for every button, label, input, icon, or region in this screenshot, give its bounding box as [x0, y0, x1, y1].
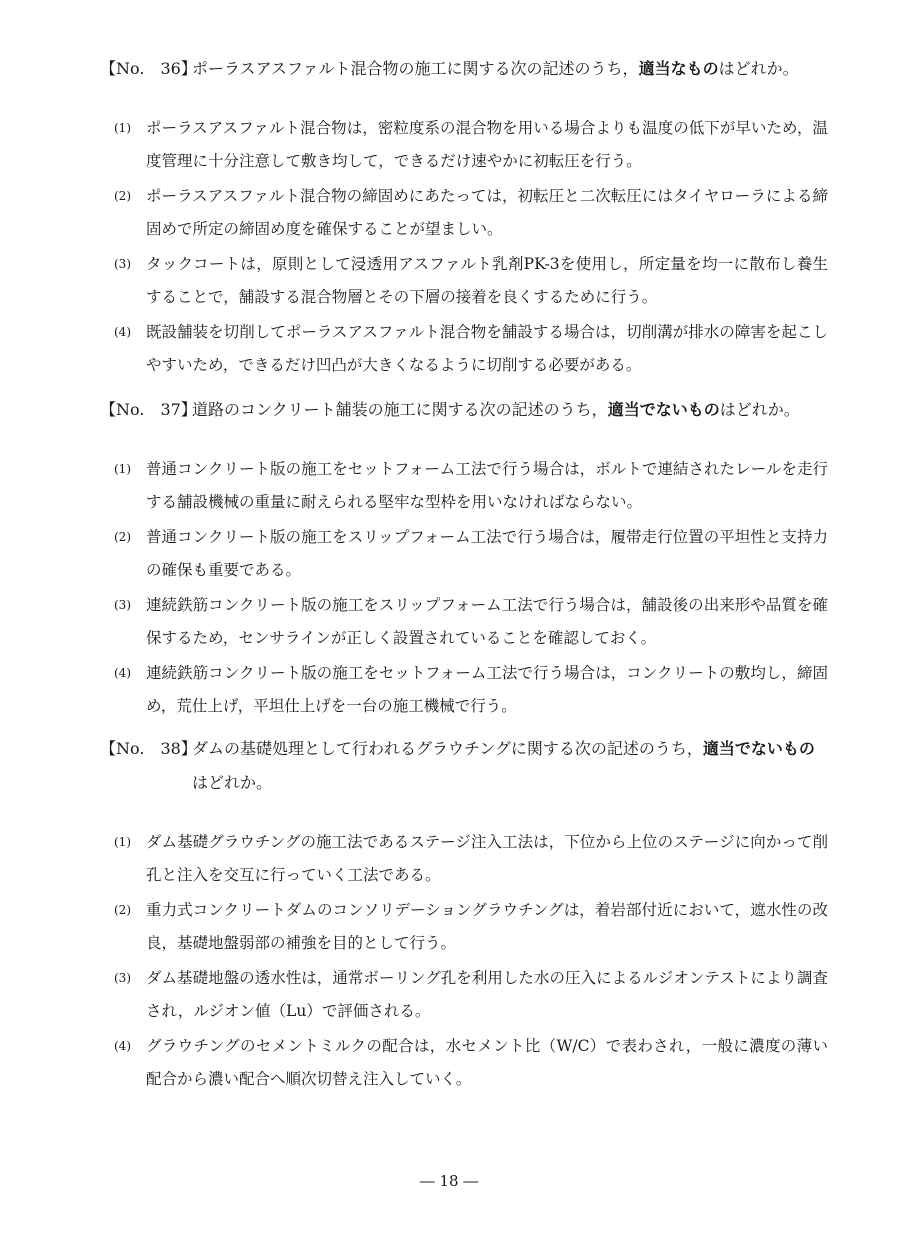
- option-4: [100, 1030, 828, 1096]
- options-list: [100, 826, 828, 1096]
- question-header: [100, 732, 828, 800]
- option-label: (2): [114, 189, 131, 203]
- option-text: 普通コンクリート版の施工をスリップフォーム工法で行う場合は，履帯走行位置の平坦性と支持力の確保も重要である。: [146, 528, 828, 579]
- question-header: [100, 52, 828, 86]
- option-4: [100, 657, 828, 723]
- question-stem: 道路のコンクリート舗装の施工に関する次の記述のうち，適当でないものはどれか。: [192, 400, 800, 419]
- question-number: 【No. 36】: [100, 59, 197, 78]
- question-number: 【No. 38】: [100, 739, 197, 758]
- option-label: (3): [114, 257, 131, 271]
- question-37: [100, 393, 828, 725]
- option-text: ダム基礎地盤の透水性は，通常ボーリング孔を利用した水の圧入によるルジオンテストにより調査され，ルジオン値（Lu）で評価される。: [146, 969, 828, 1020]
- option-2: [100, 180, 828, 246]
- option-1: [100, 112, 828, 178]
- option-label: (4): [114, 325, 131, 339]
- option-text: 既設舗装を切削してポーラスアスファルト混合物を舗設する場合は，切削溝が排水の障害を起こしやすいため，できるだけ凹凸が大きくなるように切削する必要がある。: [146, 323, 828, 374]
- option-text: ダム基礎グラウチングの施工法であるステージ注入工法は，下位から上位のステージに向かって削孔と注入を交互に行っていく工法である。: [146, 833, 828, 884]
- option-text: タックコートは，原則として浸透用アスファルト乳剤PK-3を使用し，所定量を均一に散布し養生することで，舗設する混合物層とその下層の接着を良くするために行う。: [146, 255, 828, 306]
- option-label: (2): [114, 530, 131, 544]
- page-number: ― 18 ―: [419, 1172, 479, 1190]
- stem-emphasis: 適当でないもの: [702, 739, 815, 758]
- option-label: (2): [114, 903, 131, 917]
- option-label: (4): [114, 1039, 131, 1053]
- option-label: (3): [114, 598, 131, 612]
- option-2: [100, 521, 828, 587]
- option-text: 普通コンクリート版の施工をセットフォーム工法で行う場合は，ボルトで連結されたレールを走行する舗設機械の重量に耐えられる堅牢な型枠を用いなければならない。: [146, 460, 828, 511]
- question-36: [100, 52, 828, 384]
- option-3: [100, 248, 828, 314]
- stem-emphasis: 適当でないもの: [607, 400, 720, 419]
- options-list: [100, 112, 828, 382]
- question-number: 【No. 37】: [100, 400, 197, 419]
- option-label: (1): [114, 121, 131, 135]
- option-label: (3): [114, 971, 131, 985]
- question-38: [100, 732, 828, 1098]
- option-text: 連続鉄筋コンクリート版の施工をセットフォーム工法で行う場合は，コンクリートの敷均し，締固め，荒仕上げ，平坦仕上げを一台の施工機械で行う。: [146, 664, 828, 715]
- option-label: (1): [114, 462, 131, 476]
- stem-emphasis: 適当なもの: [638, 59, 719, 78]
- option-label: (4): [114, 666, 131, 680]
- question-stem: ダムの基礎処理として行われるグラウチングに関する次の記述のうち，適当でないものはどれか。: [192, 739, 815, 792]
- option-3: [100, 962, 828, 1028]
- option-text: ポーラスアスファルト混合物は，密粒度系の混合物を用いる場合よりも温度の低下が早いため，温度管理に十分注意して敷き均して，できるだけ速やかに初転圧を行う。: [146, 119, 828, 170]
- option-4: [100, 316, 828, 382]
- option-1: [100, 453, 828, 519]
- option-2: [100, 894, 828, 960]
- question-header: [100, 393, 828, 427]
- option-text: グラウチングのセメントミルクの配合は，水セメント比（W/C）で表わされ，一般に濃度の薄い配合から濃い配合へ順次切替え注入していく。: [146, 1037, 828, 1088]
- option-1: [100, 826, 828, 892]
- question-stem: ポーラスアスファルト混合物の施工に関する次の記述のうち，適当なものはどれか。: [192, 59, 799, 78]
- option-text: 連続鉄筋コンクリート版の施工をスリップフォーム工法で行う場合は，舗設後の出来形や品質を確保するため，センサラインが正しく設置されていることを確認しておく。: [146, 596, 828, 647]
- option-label: (1): [114, 835, 131, 849]
- option-3: [100, 589, 828, 655]
- option-text: 重力式コンクリートダムのコンソリデーショングラウチングは，着岩部付近において，遮水性の改良，基礎地盤弱部の補強を目的として行う。: [146, 901, 828, 952]
- options-list: [100, 453, 828, 723]
- option-text: ポーラスアスファルト混合物の締固めにあたっては，初転圧と二次転圧にはタイヤローラによる締固めで所定の締固め度を確保することが望ましい。: [146, 187, 828, 238]
